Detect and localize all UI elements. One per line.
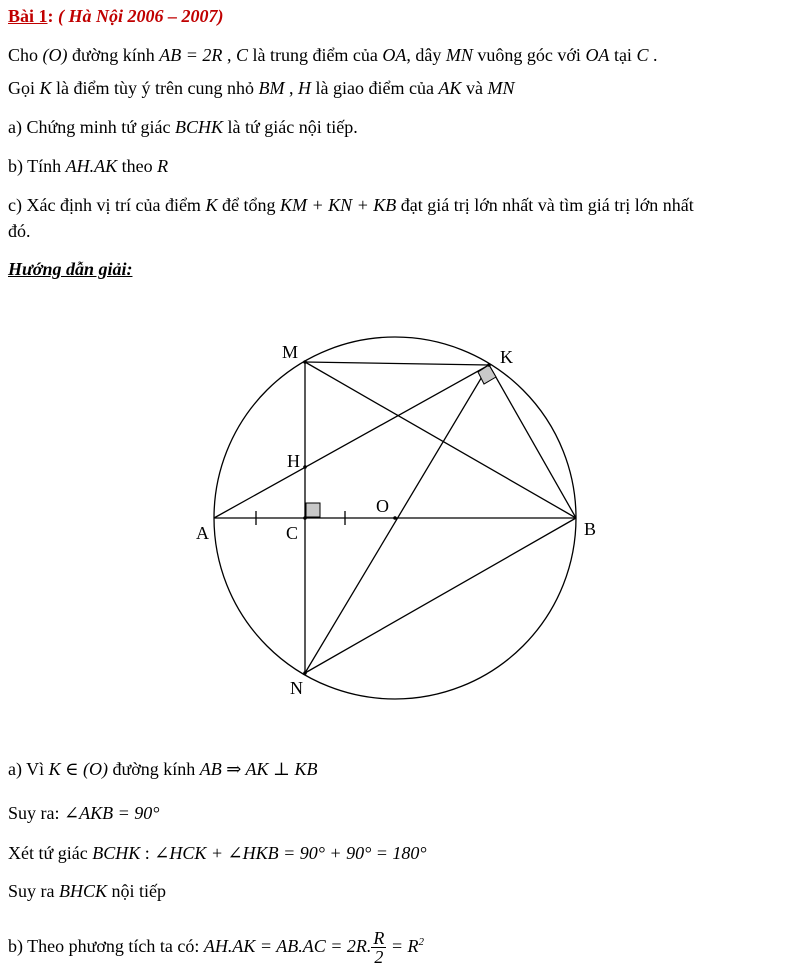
text: và xyxy=(461,78,488,98)
segment-kb xyxy=(489,365,576,518)
text: là giao điểm của xyxy=(310,78,439,98)
text: Gọi xyxy=(8,78,40,98)
math: AB = 2R xyxy=(159,45,223,65)
math: K xyxy=(205,195,218,215)
text: để tổng xyxy=(217,195,280,215)
segment-mb xyxy=(305,362,576,518)
text: , xyxy=(222,45,236,65)
label-a: A xyxy=(196,523,209,543)
math: AB ⇒ AK ⊥ KB xyxy=(199,759,318,779)
text: là điểm tùy ý trên cung nhỏ xyxy=(51,78,259,98)
text: vuông góc với xyxy=(472,45,586,65)
text: là tứ giác nội tiếp. xyxy=(223,117,358,137)
math: BCHK xyxy=(174,117,223,137)
text: c) Xác định vị trí của điểm xyxy=(8,195,206,215)
label-m: M xyxy=(282,342,299,362)
fraction xyxy=(371,929,386,966)
math: H xyxy=(297,78,311,98)
question-c-cont: đó. xyxy=(8,221,31,241)
math: AK xyxy=(438,78,462,98)
exponent: 2 xyxy=(418,936,425,948)
segment-nb xyxy=(305,518,576,673)
text: nội tiếp xyxy=(107,881,167,901)
segment-ak xyxy=(214,365,489,518)
right-angle-marker-c xyxy=(306,503,320,517)
label-h: H xyxy=(287,451,300,471)
text: đường kính xyxy=(108,759,200,779)
text: . xyxy=(648,45,658,65)
math: = R xyxy=(386,936,419,956)
math: MN xyxy=(445,45,473,65)
point-o xyxy=(393,516,397,520)
label-o: O xyxy=(376,496,389,516)
text: : xyxy=(140,843,155,863)
math: KM + KN + KB xyxy=(279,195,397,215)
label-k: K xyxy=(500,347,513,367)
text: là trung điểm của xyxy=(247,45,383,65)
math: C xyxy=(235,45,248,65)
text: a) Chứng minh tứ giác xyxy=(8,117,175,137)
segment-kn xyxy=(305,365,489,673)
math: ∠AKB = 90° xyxy=(64,803,160,823)
solution-line-1 xyxy=(8,758,317,780)
fraction-numerator: R xyxy=(373,928,385,949)
math: ∠HCK + ∠HKB = 90° + 90° = 180° xyxy=(154,843,427,863)
label-b: B xyxy=(584,519,597,539)
point-h xyxy=(303,465,307,469)
math: MN xyxy=(487,78,515,98)
math: AH.AK = AB.AC = 2R. xyxy=(203,936,372,956)
text: đường kính xyxy=(67,45,160,65)
text: , dây xyxy=(406,45,446,65)
math: OA xyxy=(382,45,407,65)
solution-line-4 xyxy=(8,880,166,902)
math: K ∈ (O) xyxy=(48,759,108,779)
right-angle-marker-k xyxy=(478,365,496,384)
text: Xét tứ giác xyxy=(8,843,93,863)
text: Suy ra: xyxy=(8,803,64,823)
solution-line-3 xyxy=(8,842,427,864)
text: b) Theo phương tích ta có: xyxy=(8,936,204,956)
math: AH.AK xyxy=(65,156,118,176)
label-n: N xyxy=(290,678,303,698)
math: (O) xyxy=(42,45,68,65)
problem-number: Bài 1 xyxy=(8,6,48,26)
math: BHCK xyxy=(59,881,108,901)
point-c xyxy=(303,516,307,520)
segment-mk xyxy=(305,362,489,365)
title-colon: : xyxy=(47,6,54,26)
math: R xyxy=(157,156,169,176)
text: theo xyxy=(117,156,158,176)
text: Suy ra xyxy=(8,881,59,901)
label-c: C xyxy=(286,523,299,543)
text: Cho xyxy=(8,45,43,65)
fraction-denominator: 2 xyxy=(374,947,384,968)
text: a) Vì xyxy=(8,759,49,779)
text: , xyxy=(284,78,298,98)
math: BCHK xyxy=(92,843,141,863)
math: K xyxy=(39,78,52,98)
math: C xyxy=(636,45,649,65)
solution-line-2 xyxy=(8,802,159,824)
point-n xyxy=(303,671,307,675)
point-k xyxy=(487,363,491,367)
guide-heading: Hướng dẫn giải: xyxy=(8,259,133,279)
text: đạt giá trị lớn nhất và tìm giá trị lớn nhất xyxy=(396,195,694,215)
text: b) Tính xyxy=(8,156,66,176)
math: OA xyxy=(585,45,610,65)
point-m xyxy=(303,360,307,364)
text: tại xyxy=(609,45,637,65)
problem-source: ( Hà Nội 2006 – 2007) xyxy=(53,6,224,26)
math: BM xyxy=(258,78,285,98)
solution-line-5 xyxy=(8,922,424,966)
